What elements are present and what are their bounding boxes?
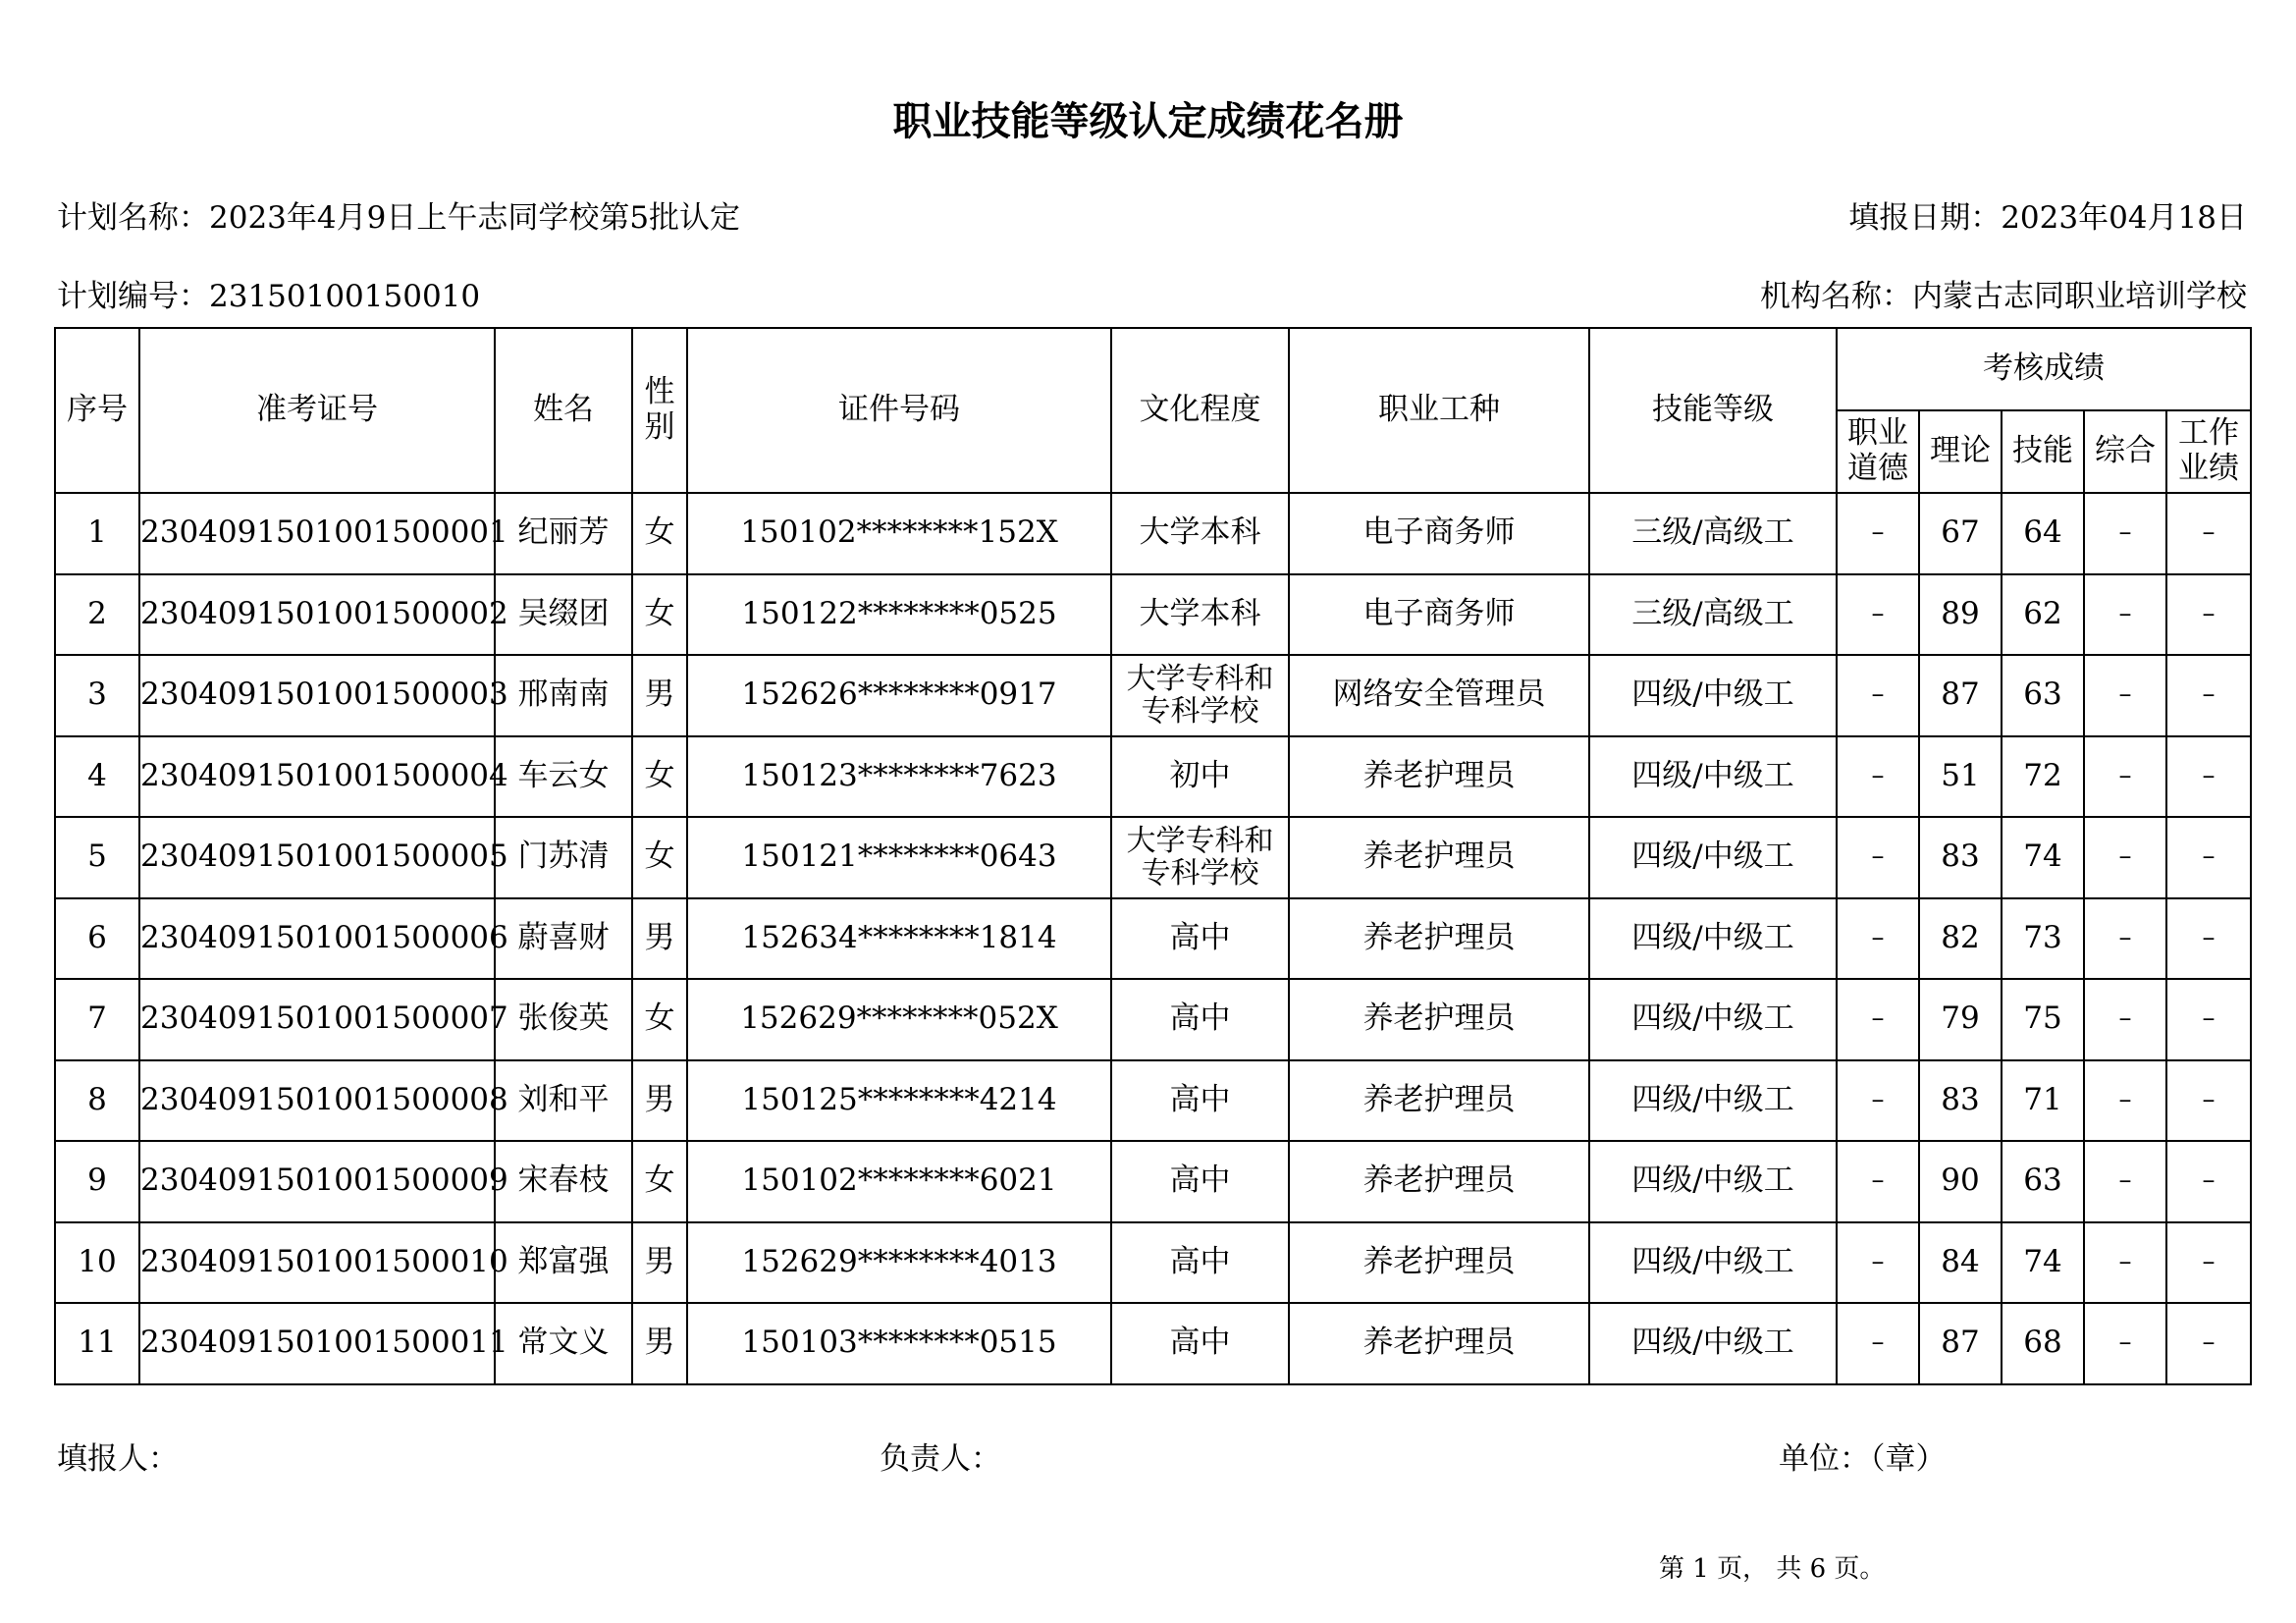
col-header-performance: 工作业绩	[2166, 410, 2251, 493]
cell-skill: 64	[2002, 493, 2084, 574]
cell-overall: –	[2084, 817, 2166, 898]
cell-overall: –	[2084, 655, 2166, 736]
cell-education: 大学本科	[1111, 493, 1289, 574]
cell-ethics: –	[1837, 1303, 1919, 1384]
cell-occupation: 养老护理员	[1289, 1303, 1589, 1384]
cell-name: 吴缀团	[495, 574, 632, 656]
col-header-overall: 综合	[2084, 410, 2166, 493]
cell-overall: –	[2084, 1141, 2166, 1222]
cell-name: 常文义	[495, 1303, 632, 1384]
cell-seq: 9	[55, 1141, 139, 1222]
cell-gender: 女	[632, 1141, 687, 1222]
cell-skill: 75	[2002, 979, 2084, 1060]
cell-gender: 男	[632, 898, 687, 980]
col-header-scores: 考核成绩	[1837, 328, 2251, 410]
cell-education: 高中	[1111, 898, 1289, 980]
cell-seq: 8	[55, 1060, 139, 1142]
cell-theory: 79	[1919, 979, 2002, 1060]
cell-occupation: 养老护理员	[1289, 979, 1589, 1060]
cell-occupation: 养老护理员	[1289, 1222, 1589, 1304]
col-header-ethics: 职业道德	[1837, 410, 1919, 493]
col-header-gender: 性别	[632, 328, 687, 493]
cell-id-no: 150122********0525	[687, 574, 1111, 656]
cell-exam-no: 2304091501001500006	[139, 898, 495, 980]
cell-gender: 女	[632, 817, 687, 898]
cell-education: 高中	[1111, 1060, 1289, 1142]
cell-name: 车云女	[495, 736, 632, 818]
cell-skill: 71	[2002, 1060, 2084, 1142]
cell-id-no: 152629********4013	[687, 1222, 1111, 1304]
cell-seq: 4	[55, 736, 139, 818]
cell-name: 门苏清	[495, 817, 632, 898]
score-roster-table	[54, 327, 2252, 1385]
cell-id-no: 152626********0917	[687, 655, 1111, 736]
page-indicator: 第 1 页， 共 6 页。	[1659, 1554, 1886, 1584]
cell-occupation: 养老护理员	[1289, 817, 1589, 898]
cell-performance: –	[2166, 574, 2251, 656]
cell-overall: –	[2084, 493, 2166, 574]
cell-theory: 90	[1919, 1141, 2002, 1222]
cell-skill-level: 三级/高级工	[1589, 493, 1837, 574]
cell-gender: 男	[632, 655, 687, 736]
header-row	[55, 328, 2251, 410]
cell-skill: 68	[2002, 1303, 2084, 1384]
cell-theory: 67	[1919, 493, 2002, 574]
cell-performance: –	[2166, 979, 2251, 1060]
cell-seq: 2	[55, 574, 139, 656]
cell-gender: 女	[632, 574, 687, 656]
cell-seq: 5	[55, 817, 139, 898]
cell-id-no: 150121********0643	[687, 817, 1111, 898]
cell-skill: 74	[2002, 1222, 2084, 1304]
cell-gender: 男	[632, 1060, 687, 1142]
cell-performance: –	[2166, 493, 2251, 574]
cell-name: 蔚喜财	[495, 898, 632, 980]
cell-overall: –	[2084, 736, 2166, 818]
col-header-exam-no: 准考证号	[139, 328, 495, 493]
cell-gender: 女	[632, 493, 687, 574]
cell-education: 大学本科	[1111, 574, 1289, 656]
cell-name: 张俊英	[495, 979, 632, 1060]
table-row	[55, 1060, 2251, 1142]
plan-number: 计划编号：23150100150010	[57, 279, 481, 314]
cell-ethics: –	[1837, 1141, 1919, 1222]
cell-skill: 72	[2002, 736, 2084, 818]
table-row	[55, 574, 2251, 656]
plan-name: 计划名称：2023年4月9日上午志同学校第5批认定	[57, 200, 741, 236]
col-header-seq: 序号	[55, 328, 139, 493]
cell-occupation: 网络安全管理员	[1289, 655, 1589, 736]
table-row	[55, 1141, 2251, 1222]
cell-performance: –	[2166, 1303, 2251, 1384]
cell-theory: 84	[1919, 1222, 2002, 1304]
cell-gender: 男	[632, 1303, 687, 1384]
cell-occupation: 养老护理员	[1289, 736, 1589, 818]
table-row	[55, 493, 2251, 574]
cell-skill-level: 四级/中级工	[1589, 1141, 1837, 1222]
table-row	[55, 655, 2251, 736]
cell-seq: 1	[55, 493, 139, 574]
col-header-education: 文化程度	[1111, 328, 1289, 493]
cell-performance: –	[2166, 655, 2251, 736]
cell-skill: 62	[2002, 574, 2084, 656]
col-header-skill-level: 技能等级	[1589, 328, 1837, 493]
table-row	[55, 1303, 2251, 1384]
cell-theory: 83	[1919, 1060, 2002, 1142]
cell-skill-level: 四级/中级工	[1589, 1222, 1837, 1304]
cell-name: 宋春枝	[495, 1141, 632, 1222]
cell-skill-level: 四级/中级工	[1589, 1303, 1837, 1384]
table-row	[55, 1222, 2251, 1304]
cell-performance: –	[2166, 898, 2251, 980]
cell-education: 高中	[1111, 979, 1289, 1060]
cell-seq: 6	[55, 898, 139, 980]
cell-skill: 74	[2002, 817, 2084, 898]
cell-exam-no: 2304091501001500009	[139, 1141, 495, 1222]
table-row	[55, 817, 2251, 898]
cell-overall: –	[2084, 1222, 2166, 1304]
cell-performance: –	[2166, 1141, 2251, 1222]
cell-skill: 63	[2002, 1141, 2084, 1222]
cell-name: 郑富强	[495, 1222, 632, 1304]
cell-theory: 89	[1919, 574, 2002, 656]
cell-education: 大学专科和专科学校	[1111, 817, 1289, 898]
cell-ethics: –	[1837, 898, 1919, 980]
cell-theory: 51	[1919, 736, 2002, 818]
cell-education: 高中	[1111, 1303, 1289, 1384]
cell-exam-no: 2304091501001500001	[139, 493, 495, 574]
responsible-label: 负责人：	[880, 1441, 1001, 1477]
cell-gender: 女	[632, 979, 687, 1060]
table-row	[55, 736, 2251, 818]
cell-name: 纪丽芳	[495, 493, 632, 574]
cell-theory: 87	[1919, 1303, 2002, 1384]
cell-ethics: –	[1837, 817, 1919, 898]
cell-theory: 82	[1919, 898, 2002, 980]
cell-overall: –	[2084, 1060, 2166, 1142]
cell-exam-no: 2304091501001500007	[139, 979, 495, 1060]
cell-seq: 11	[55, 1303, 139, 1384]
cell-ethics: –	[1837, 979, 1919, 1060]
col-header-theory: 理论	[1919, 410, 2002, 493]
cell-id-no: 150102********152X	[687, 493, 1111, 574]
cell-education: 初中	[1111, 736, 1289, 818]
page-title: 职业技能等级认定成绩花名册	[892, 99, 1404, 144]
cell-id-no: 150125********4214	[687, 1060, 1111, 1142]
cell-skill: 73	[2002, 898, 2084, 980]
cell-skill-level: 四级/中级工	[1589, 898, 1837, 980]
cell-education: 高中	[1111, 1222, 1289, 1304]
cell-name: 邢南南	[495, 655, 632, 736]
fill-date: 填报日期：2023年04月18日	[1848, 200, 2247, 236]
cell-overall: –	[2084, 1303, 2166, 1384]
col-header-id-no: 证件号码	[687, 328, 1111, 493]
cell-performance: –	[2166, 1060, 2251, 1142]
cell-skill-level: 四级/中级工	[1589, 655, 1837, 736]
cell-exam-no: 2304091501001500002	[139, 574, 495, 656]
cell-id-no: 150103********0515	[687, 1303, 1111, 1384]
col-header-occupation: 职业工种	[1289, 328, 1589, 493]
cell-exam-no: 2304091501001500004	[139, 736, 495, 818]
cell-overall: –	[2084, 574, 2166, 656]
cell-overall: –	[2084, 979, 2166, 1060]
cell-skill: 63	[2002, 655, 2084, 736]
col-header-skill: 技能	[2002, 410, 2084, 493]
cell-id-no: 152629********052X	[687, 979, 1111, 1060]
cell-id-no: 150123********7623	[687, 736, 1111, 818]
cell-gender: 女	[632, 736, 687, 818]
cell-seq: 3	[55, 655, 139, 736]
cell-exam-no: 2304091501001500011	[139, 1303, 495, 1384]
cell-performance: –	[2166, 817, 2251, 898]
cell-id-no: 152634********1814	[687, 898, 1111, 980]
cell-id-no: 150102********6021	[687, 1141, 1111, 1222]
cell-gender: 男	[632, 1222, 687, 1304]
cell-performance: –	[2166, 1222, 2251, 1304]
cell-occupation: 养老护理员	[1289, 1141, 1589, 1222]
cell-ethics: –	[1837, 1060, 1919, 1142]
cell-occupation: 电子商务师	[1289, 493, 1589, 574]
cell-exam-no: 2304091501001500003	[139, 655, 495, 736]
cell-seq: 7	[55, 979, 139, 1060]
cell-occupation: 养老护理员	[1289, 898, 1589, 980]
table-row	[55, 898, 2251, 980]
cell-performance: –	[2166, 736, 2251, 818]
cell-skill-level: 三级/高级工	[1589, 574, 1837, 656]
cell-skill-level: 四级/中级工	[1589, 979, 1837, 1060]
cell-ethics: –	[1837, 655, 1919, 736]
cell-skill-level: 四级/中级工	[1589, 1060, 1837, 1142]
org-name: 机构名称：内蒙古志同职业培训学校	[1760, 279, 2247, 314]
cell-education: 高中	[1111, 1141, 1289, 1222]
table-row	[55, 979, 2251, 1060]
cell-ethics: –	[1837, 574, 1919, 656]
cell-ethics: –	[1837, 736, 1919, 818]
cell-skill-level: 四级/中级工	[1589, 736, 1837, 818]
cell-theory: 87	[1919, 655, 2002, 736]
cell-name: 刘和平	[495, 1060, 632, 1142]
cell-exam-no: 2304091501001500010	[139, 1222, 495, 1304]
cell-exam-no: 2304091501001500008	[139, 1060, 495, 1142]
cell-skill-level: 四级/中级工	[1589, 817, 1837, 898]
cell-exam-no: 2304091501001500005	[139, 817, 495, 898]
filler-label: 填报人：	[57, 1441, 179, 1477]
cell-ethics: –	[1837, 493, 1919, 574]
cell-education: 大学专科和专科学校	[1111, 655, 1289, 736]
cell-seq: 10	[55, 1222, 139, 1304]
cell-theory: 83	[1919, 817, 2002, 898]
col-header-name: 姓名	[495, 328, 632, 493]
cell-overall: –	[2084, 898, 2166, 980]
cell-occupation: 电子商务师	[1289, 574, 1589, 656]
cell-ethics: –	[1837, 1222, 1919, 1304]
unit-seal-label: 单位：（章）	[1779, 1441, 1947, 1477]
cell-occupation: 养老护理员	[1289, 1060, 1589, 1142]
